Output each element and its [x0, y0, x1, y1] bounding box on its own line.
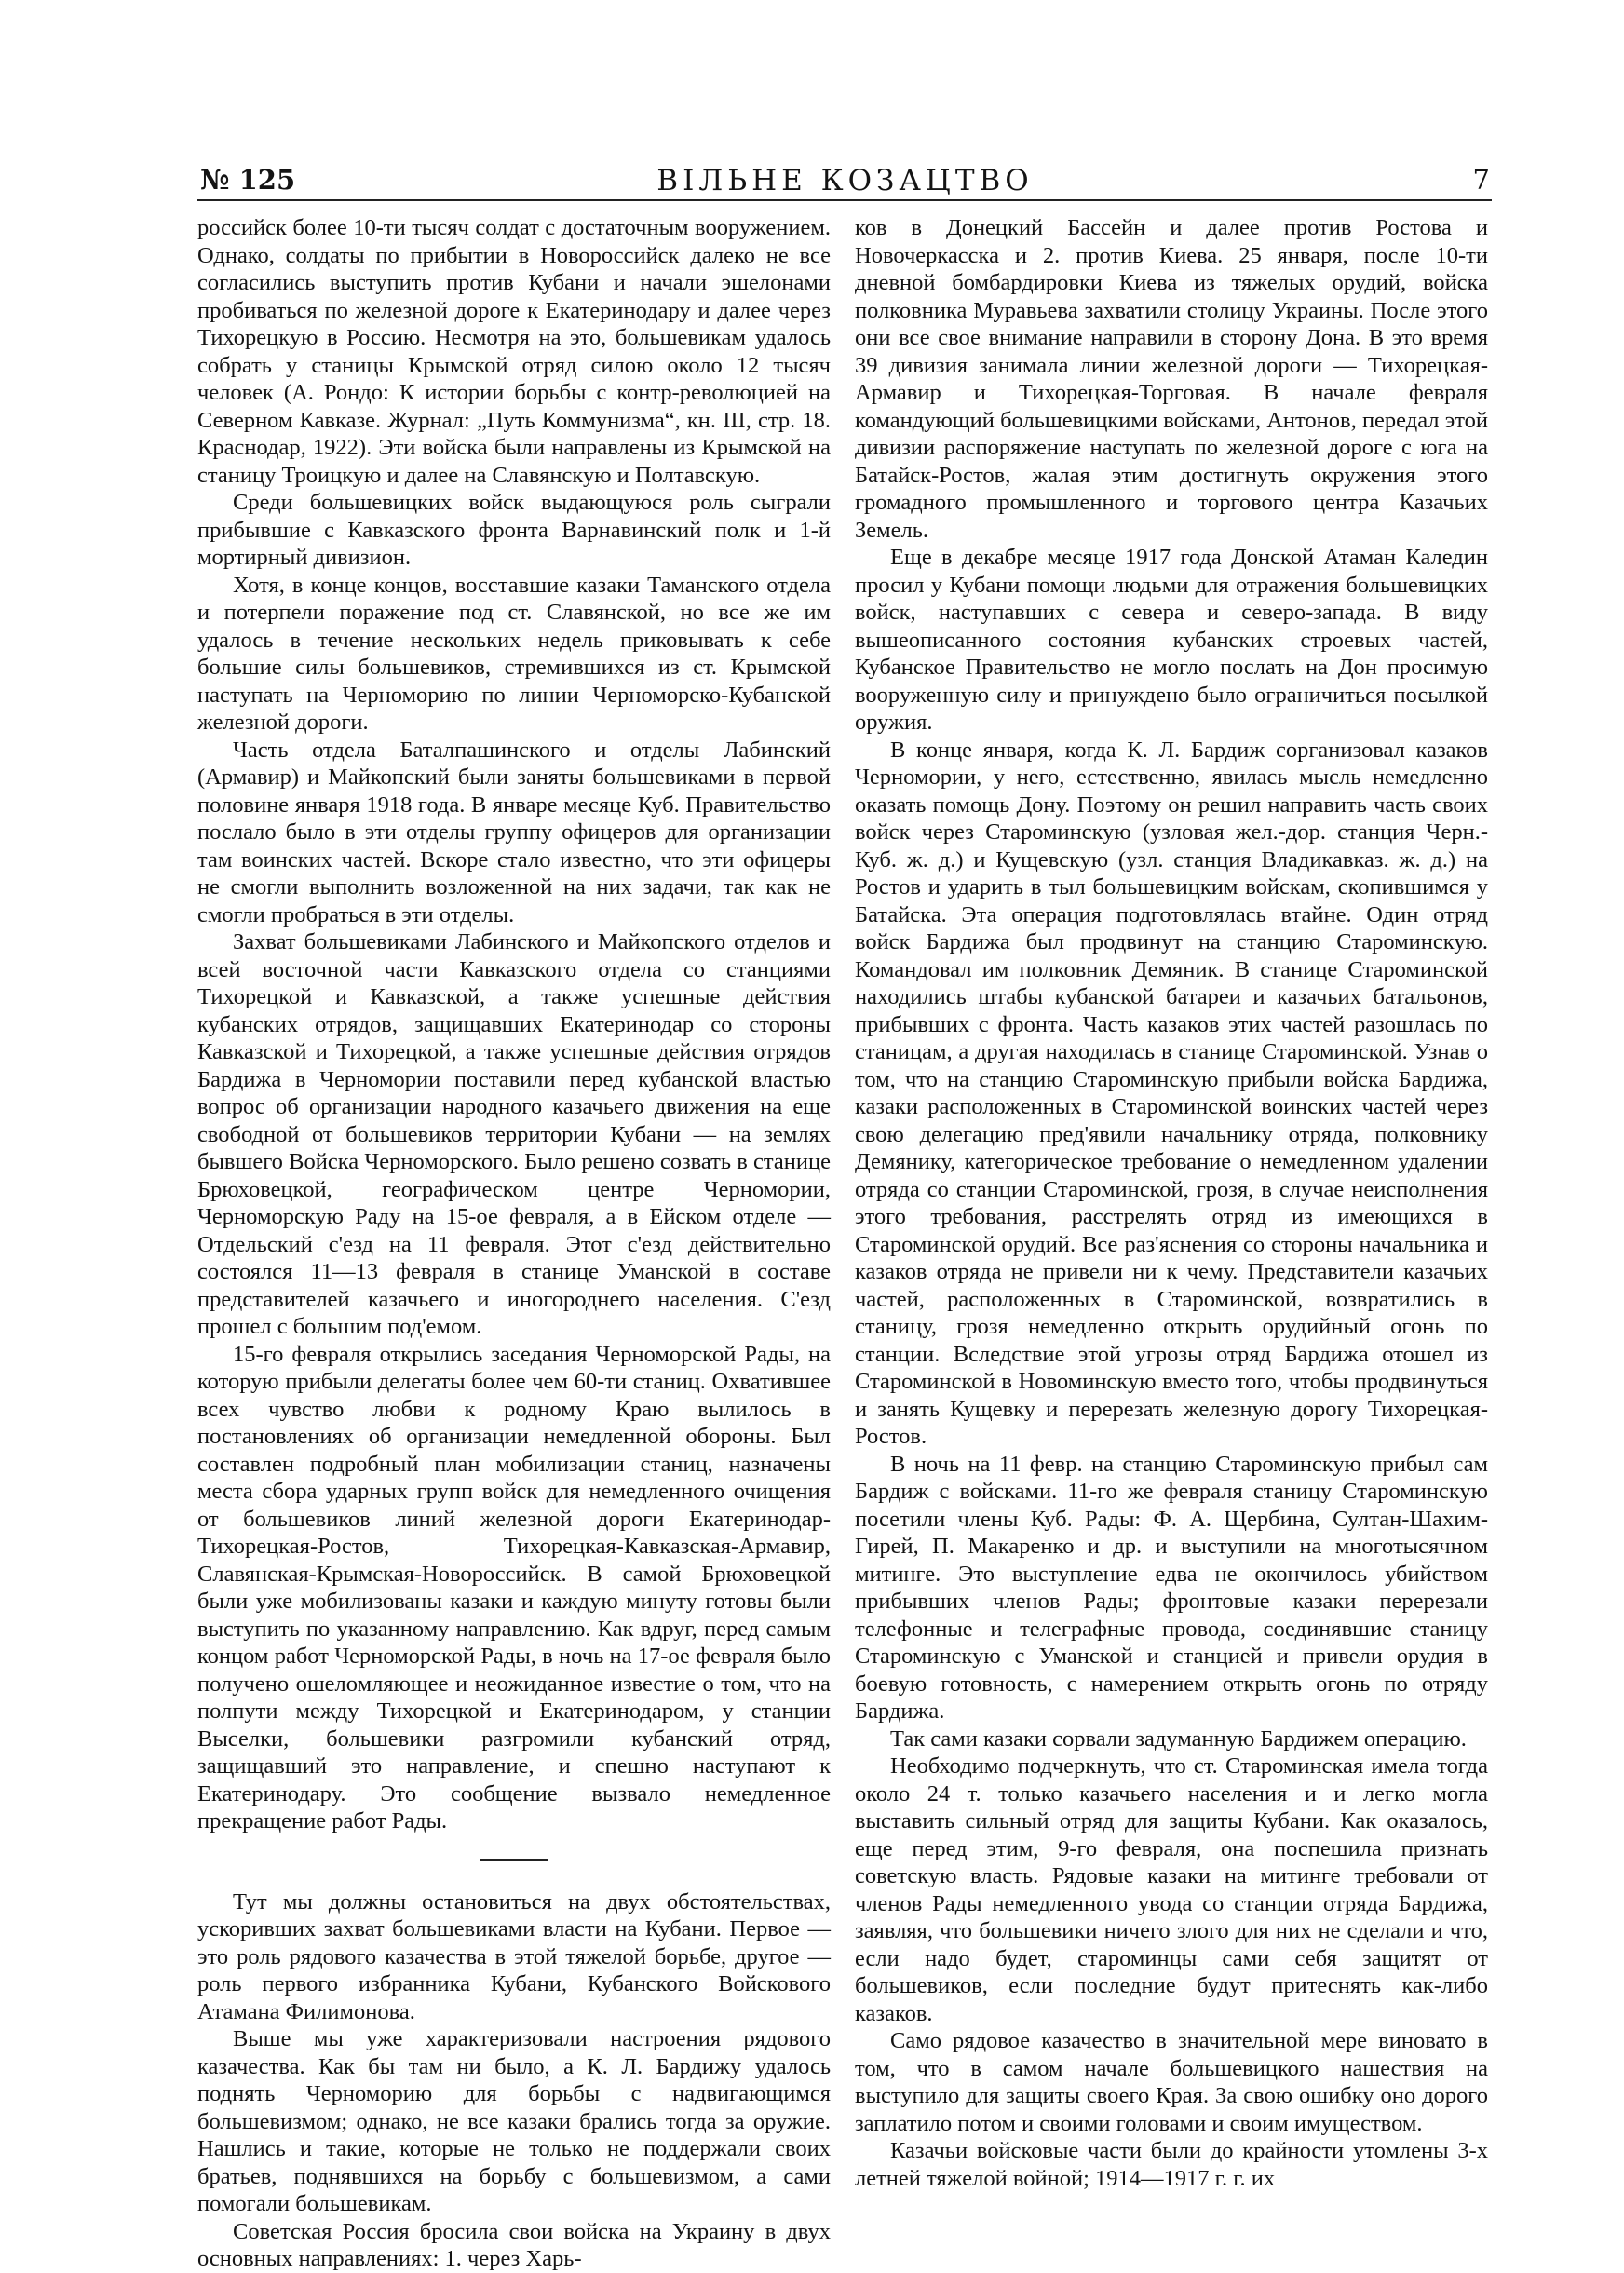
section-separator [480, 1859, 548, 1861]
paragraph: ков в Донецкий Бассейн и далее против Ростова и Новочеркасска и 2. против Киева. 25 января, после 10-ти дневной бомбардировки Киева из тяжелых орудий, войска полковника Муравьева захватили столицу Украины. После этого они все свое внимание направили в сторону Дона. В это время 39 дивизия занимала линии железной дороги — Тихорецкая-Армавир и Тихорецкая-Торговая. В начале февраля командующий большевицкими войсками, Антонов, передал этой дивизии распоряжение наступать по железной дороге с юга на Батайск-Ростов, жалая этим достигнуть окружения этого громадного промышленного и торгового центра Казачьих Земель. [855, 215, 1488, 543]
paragraph: Захват большевиками Лабинского и Майкопского отделов и всей восточной части Кавказского отдела со станциями Тихорецкой и Кавказской, а также успешные действия кубанских отрядов, защищавших Екатеринодар со стороны Кавказской и Тихорецкой, а также успешные действия отрядов Бардижа в Черномории поставили перед кубанской властью вопрос об организации народного казачьего движения на еще свободной от большевиков территории Кубани — на землях бывшего Войска Черноморского. Было решено созвать в станице Брюховецкой, географическом центре Черномории, Черноморскую Раду на 15-ое февраля, а в Ейском отделе — Отдельский с'езд на 11 февраля. Этот с'езд действительно состоялся 11—13 февраля в станице Уманской в составе представителей казачьего и иногороднего населения. С'езд прошел с большим под'емом. [197, 929, 831, 1339]
paragraph: Само рядовое казачество в значительной мере виновато в том, что в самом начале большевицкого нашествия на выступило для защиты своего Края. За свою ошибку оно дорого заплатило потом и своими головами и своим имуществом. [855, 2028, 1488, 2136]
paragraph: Так сами казаки сорвали задуманную Бардижем операцию. [890, 1725, 1467, 1752]
paragraph: Часть отдела Баталпашинского и отделы Лабинский (Армавир) и Майкопский были заняты большевиками в первой половине января 1918 года. В январе месяце Куб. Правительство послало было в эти отделы группу офицеров для организации там воинских частей. Вскоре стало известно, что эти офицеры не смогли выполнить возложенной на них задачи, так как не смогли пробраться в эти отделы. [197, 737, 831, 927]
paragraph: В ночь на 11 февр. на станцию Староминскую прибыл сам Бардиж с войсками. 11-го же февраля станицу Староминскую посетили члены Куб. Рады: Ф. А. Щербина, Султан-Шахим-Гирей, П. Макаренко и др. и выступили на многотысячном митинге. Это выступление едва не окончилось убийством прибывших членов Рады; фронтовые казаки перерезали телефонные и телеграфные провода, соединявшие станицу Староминскую с Уманской и станцией и привели орудия в боевую готовность, с намерением открыть огонь по отряду Бардижа. [855, 1451, 1488, 1724]
paragraph: Выше мы уже характеризовали настроения рядового казачества. Как бы там ни было, а К. Л. Бардижу удалось поднять Черноморию для борьбы с надвигающимся большевизмом; однако, не все казаки брались тогда за оружие. Нашлись и такие, которые не только не поддержали своих братьев, поднявшихся на борьбу с большевизмом, а сами помогали большевикам. [197, 2026, 831, 2216]
paragraph: Хотя, в конце концов, восставшие казаки Таманского отдела и потерпели поражение под ст. Славянской, но все же им удалось в течение нескольких недель приковывать к себе большие силы большевиков, стремившихся из ст. Крымской наступать на Черноморию по линии Черноморско-Кубанской железной дороги. [197, 572, 831, 735]
paragraph: Тут мы должны остановиться на двух обстоятельствах, ускоривших захват большевиками власти на Кубани. Первое — это роль рядового казачества в этой тяжелой борьбе, другое — роль первого избранника Кубани, Кубанского Войскового Атамана Филимонова. [197, 1888, 831, 2024]
right-column [855, 214, 1488, 2192]
paragraph: Казачьи войсковые части были до крайности утомлены 3-х летней тяжелой войной; 1914—1917 г. г. их [855, 2138, 1488, 2191]
header-rule [197, 199, 1492, 201]
newspaper-title: ВІЛЬНЕ КОЗАЦТВО [656, 164, 1034, 197]
paragraph: российск более 10-ти тысяч солдат с достаточным вооружением. Однако, солдаты по прибытии в Новороссийск далеко не все согласились выступить против Кубани и начали эшелонами пробиваться по железной дороге к Екатеринодару и далее через Тихорецкую в Россию. Несмотря на это, большевикам удалось собрать у станицы Крымской отряд силою около 12 тысяч человек (А. Рондо: К истории борьбы с контр-революцией на Северном Кавказе. Журнал: „Путь Коммунизма“, кн. III, стр. 18. Краснодар, 1922). Эти войска были направлены из Крымской на станицу Троицкую и далее на Славянскую и Полтавскую. [197, 215, 831, 488]
paragraph: Еще в декабре месяце 1917 года Донской Атаман Каледин просил у Кубани помощи людьми для отражения большевицких войск, наступавших с севера и северо-запада. В виду вышеописанного состояния кубанских строевых частей, Кубанское Правительство не могло послать на Дон просимую вооруженную силу и принуждено было ограничиться посылкой оружия. [855, 545, 1488, 735]
page-header [200, 164, 1490, 201]
page-number: 7 [1472, 164, 1490, 196]
left-column [197, 214, 831, 2273]
issue-number: № 125 [200, 164, 296, 196]
paragraph: В конце января, когда К. Л. Бардиж сорганизовал казаков Черномории, у него, естественно, явилась мысль немедленно оказать помощь Дону. Поэтому он решил направить часть своих войск через Староминскую (узловая жел.-дор. станция Черн.- Куб. ж. д.) и Кущевскую (узл. станция Владикавказ. ж. д.) на Ростов и ударить в тыл большевицким войскам, скопившимся у Батайска. Эта операция подготовлялась втайне. Один отряд войск Бардижа был продвинут на станцию Староминскую. Командовал им полковник Демяник. В станице Староминской находились штабы кубанской батареи и казачьих батальонов, прибывших с фронта. Часть казаков этих частей разошлась по станицам, а другая находилась в станице Староминской. Узнав о том, что на станцию Староминскую прибыли войска Бардижа, казаки расположенных в Староминской воинских частей через свою делегацию пред'явили начальнику отряда, полковнику Демянику, категорическое требование о немедленном удалении отряда со станции Староминской, грозя, в случае неисполнения этого требования, расстрелять отряд из имеющихся в Староминской орудий. Все раз'яснения со стороны начальника и казаков отряда не привели ни к чему. Представители казачьих частей, расположенных в Староминской, возвратились в станицу, грозя немедленно открыть орудийный огонь по станции. Вследствие этой угрозы отряд Бардижа отошел из Староминской в Новоминскую вместо того, чтобы продвинуться и занять Кущевку и перерезать железную дорогу Тихорецкая-Ростов. [855, 737, 1488, 1449]
paragraph: Необходимо подчеркнуть, что ст. Староминская имела тогда около 24 т. только казачьего населения и и легко могла выставить сильный отряд для защиты Кубани. Как оказалось, еще перед этим, 9-го февраля, она поспешила признать советскую власть. Рядовые казаки на митинге требовали от членов Рады немедленного увода со станции отряда Бардижа, заявляя, что большевики ничего злого для них не сделали и что, если надо будет, староминцы сами себя защитят от большевиков, если последние будут притеснять как-либо казаков. [855, 1753, 1488, 2026]
paragraph: 15-го февраля открылись заседания Черноморской Рады, на которую прибыли делегаты более чем 60-ти станиц. Охватившее всех чувство любви к родному Краю вылилось в постановлениях об организации немедленной обороны. Был составлен подробный план мобилизации станиц, назначены места сбора ударных групп войск для немедленного очищения от большевиков линий железной дороги Екатеринодар-Тихорецкая-Ростов, Тихорецкая-Кавказская-Армавир, Славянская-Крымская-Новороссийск. В самой Брюховецкой были уже мобилизованы казаки и каждую минуту готовы были выступить по указанному направлению. Как вдруг, перед самым концом работ Черноморской Рады, в ночь на 17-ое февраля было получено ошеломляющее и неожиданное известие о том, что на полпути между Тихорецкой и Екатеринодаром, у станции Выселки, большевики разгромили кубанский отряд, защищавший это направление, и спешно наступают к Екатеринодару. Это сообщение вызвало немедленное прекращение работ Рады. [197, 1341, 831, 1833]
paragraph: Среди большевицких войск выдающуюся роль сыграли прибывшие с Кавказского фронта Варнавинский полк и 1-й мортирный дивизион. [197, 490, 831, 570]
paragraph: Советская Россия бросила свои войска на Украину в двух основных направлениях: 1. через Харь- [197, 2218, 831, 2271]
